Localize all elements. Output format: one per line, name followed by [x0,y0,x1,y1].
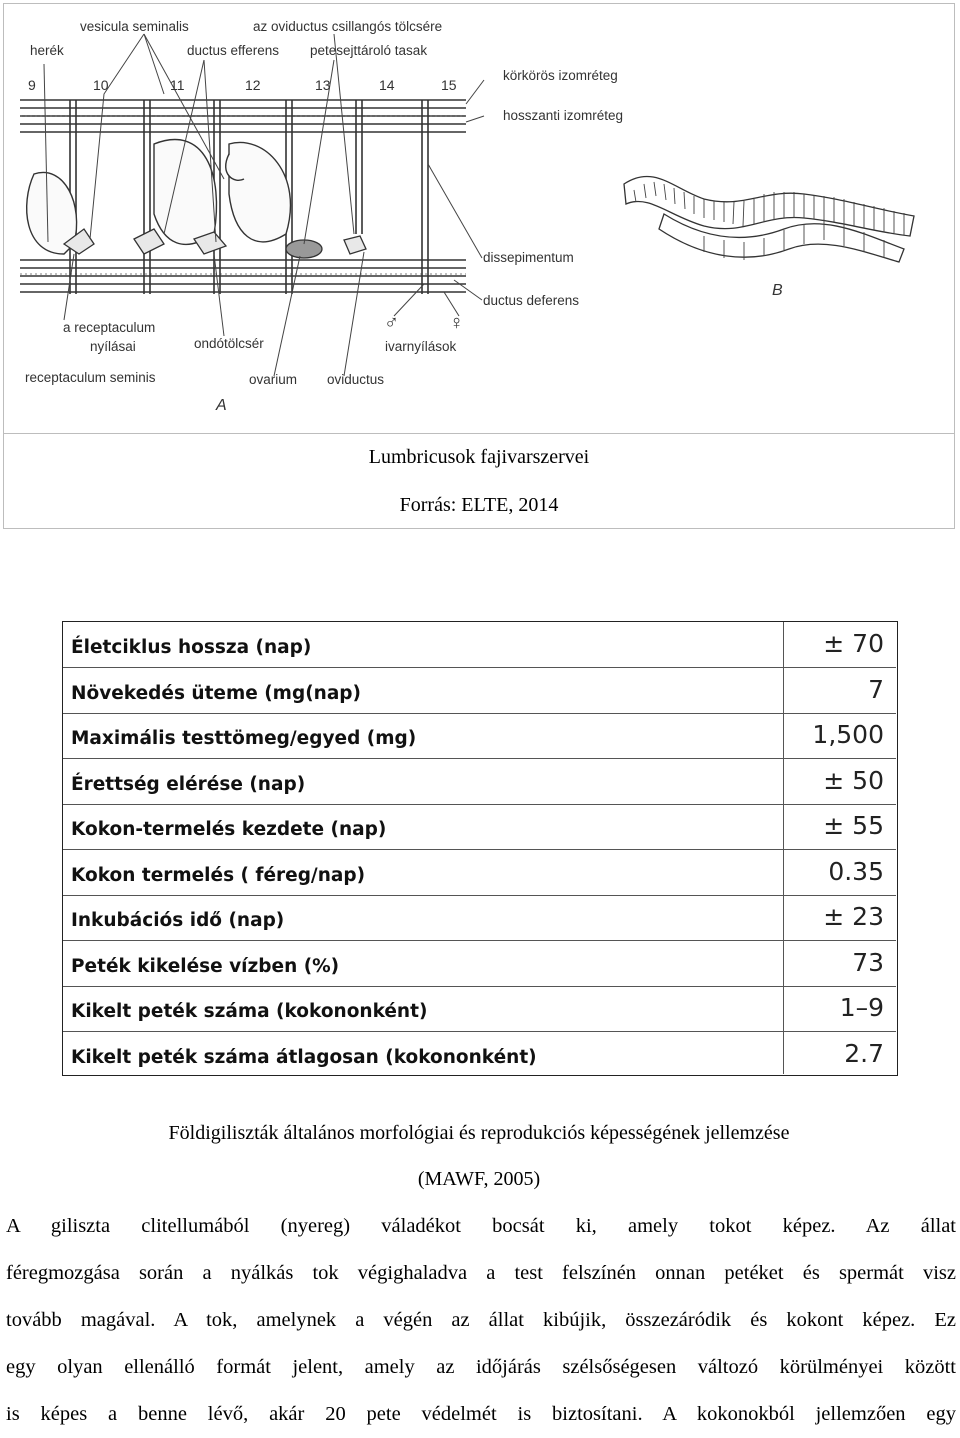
row-label: Életciklus hossza (nap) [71,637,312,658]
label-vesicula-seminalis: vesicula seminalis [80,19,189,34]
segment-number: 13 [315,77,331,93]
row-label: Kokon-termelés kezdete (nap) [71,819,387,840]
label-hosszanti: hosszanti izomréteg [503,108,624,123]
label-ondotolcser: ondótölcsér [194,336,264,351]
figure-divider [3,433,955,434]
row-value: 2.7 [844,1038,884,1068]
row-value: 7 [868,674,884,704]
label-ductus-deferens: ductus deferens [483,293,580,308]
segment-number: 9 [28,77,36,93]
paragraph-line: A giliszta clitellumából (nyereg) váladékot bocsát ki, amely tokot képez. Az állat [6,1215,956,1237]
label-herek: herék [30,43,64,58]
table-row [63,668,896,714]
row-label: Inkubációs idő (nap) [71,910,285,931]
reproductive-organs-illustration [4,4,954,432]
row-value: 0.35 [828,856,884,886]
body-wall-bottom [20,260,466,292]
mating-worms-illustration [624,176,914,262]
table-row [63,895,896,941]
segment-number: 14 [379,77,395,93]
label-petesejttarolo: petesejttároló tasak [310,43,428,58]
row-value: 1–9 [839,993,884,1022]
panel-label-b: B [772,282,783,299]
table-row [63,850,896,896]
paragraph-line: is képes a benne lévő, akár 20 pete védelmét is biztosítani. A kokonokból jellemzően egy [6,1403,956,1425]
segment-number: 12 [245,77,261,93]
paragraph-line: egy olyan ellenálló formát jelent, amely az időjárás szélsőségesen változó körülményei között [6,1356,956,1378]
label-dissepimentum: dissepimentum [483,250,574,265]
label-oviductus-tolcsere: az oviductus csillangós tölcsére [253,19,443,34]
table-row [63,986,896,1032]
row-value: ± 50 [823,765,884,795]
figure-caption-source: Forrás: ELTE, 2014 [399,494,559,516]
row-label: Maximális testtömeg/egyed (mg) [71,728,417,749]
table-row [63,759,896,805]
table-row [63,804,896,850]
label-receptaculum-1: a receptaculum [63,320,156,335]
panel-label-a: A [216,397,227,414]
row-label: Kikelt peték száma átlagosan (kokononként) [71,1046,537,1068]
body-paragraph [6,1203,956,1438]
row-value: ± 23 [823,902,884,931]
table-row [63,622,896,668]
row-label: Érettség elérése (nap) [71,773,306,795]
figure-caption-title: Lumbricusok fajivarszervei [368,446,590,468]
paragraph-line: féregmozgása során a nyálkás tok végighaladva a test felszínén onnan petéket és spermát visz [6,1262,956,1284]
earthworm-characteristics-table [62,621,898,1076]
segment-number: 10 [93,77,109,93]
table-row [63,941,896,987]
paragraph-line: tovább magával. A tok, amelynek a végén az állat kibújik, összezáródik és kokont képez. Ez [6,1309,956,1331]
row-value: ± 55 [823,811,884,840]
row-label: Kokon termelés ( féreg/nap) [71,864,366,886]
label-receptaculum-2: nyílásai [90,339,136,354]
row-label: Növekedés üteme (mg(nap) [71,682,362,704]
segment-numbers [28,77,457,93]
row-value: ± 70 [823,629,884,658]
row-value: 1,500 [812,720,884,749]
table-row [63,1032,896,1078]
label-receptaculum-seminis: receptaculum seminis [25,370,156,385]
table-caption-source: (MAWF, 2005) [417,1168,541,1190]
male-symbol: ♂ [384,312,399,334]
label-ivarnyilasok: ivarnyílások [385,339,457,354]
female-symbol: ♀ [449,312,464,334]
label-ductus-efferens: ductus efferens [187,43,280,58]
label-korkoros: körkörös izomréteg [503,68,618,83]
table-row [63,713,896,759]
row-value: 73 [852,947,884,977]
table-caption-title: Földigiliszták általános morfológiai és reprodukciós képességének jellemzése [168,1122,790,1144]
segment-number: 11 [170,77,185,93]
row-label: Kikelt peték száma (kokononként) [71,1001,428,1022]
label-ovarium: ovarium [249,372,298,387]
row-label: Peték kikelése vízben (%) [71,955,340,977]
label-oviductus: oviductus [327,372,385,387]
segment-number: 15 [441,77,457,93]
